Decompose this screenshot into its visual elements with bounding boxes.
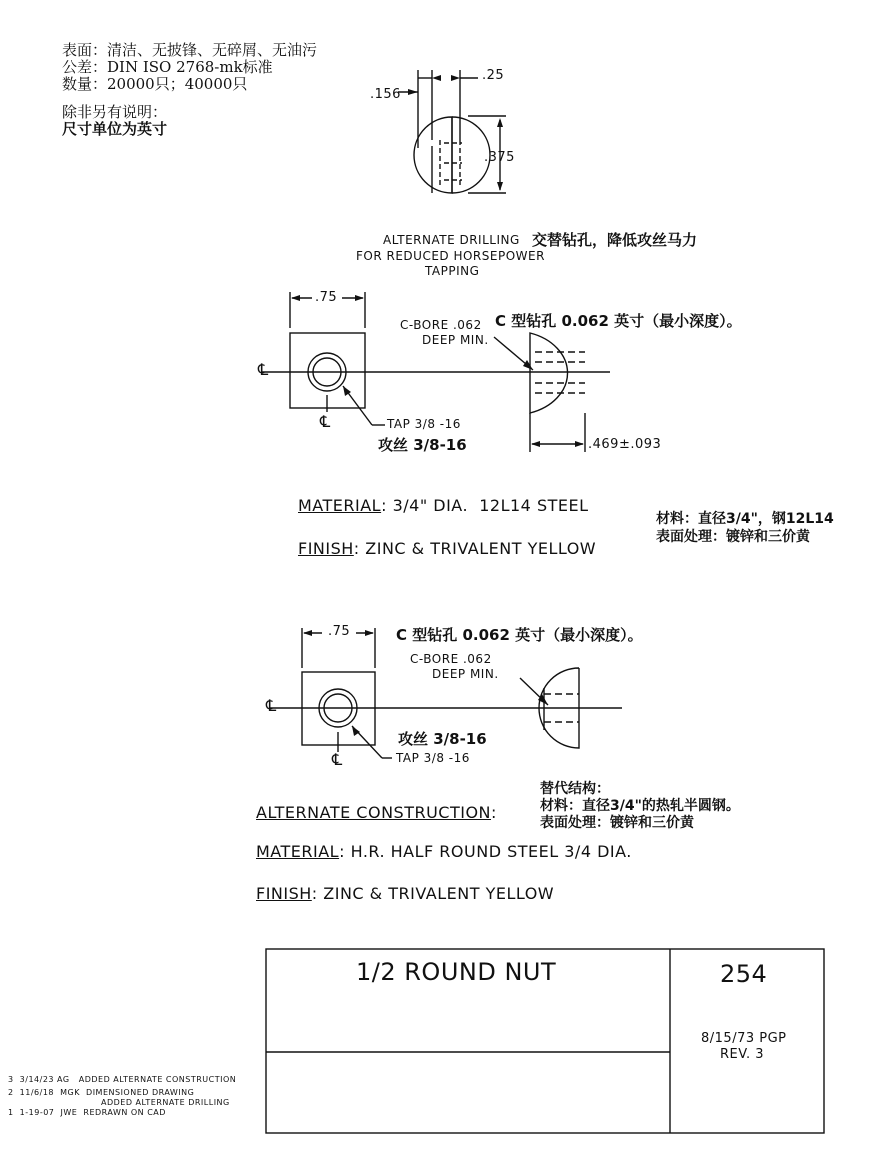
view1-dim-469: .469±.093: [588, 437, 662, 452]
view1-cbore-en-2: DEEP MIN.: [422, 333, 489, 347]
dim-156: .156: [370, 87, 401, 102]
revision-entry: 1 1-19-07 JWE REDRAWN ON CAD: [8, 1108, 166, 1117]
finish-label: FINISH: [298, 539, 354, 558]
view2-cbore-en-1: C-BORE .062: [410, 652, 492, 666]
material-cn: 材料：直径3/4"，钢12L14: [656, 511, 834, 527]
view1-tap-cn: 攻丝 3/8-16: [378, 436, 467, 454]
alt-finish-value: : ZINC & TRIVALENT YELLOW: [311, 884, 555, 903]
finish-line: [298, 539, 596, 558]
dim-25: .25: [482, 68, 505, 83]
alt-finish-label: FINISH: [256, 884, 312, 903]
revision-entry: ADDED ALTERNATE DRILLING: [101, 1098, 230, 1107]
view1-dim-75: .75: [315, 290, 338, 305]
view2-tap-cn: 攻丝 3/8-16: [398, 730, 487, 748]
view2-cbore-en-2: DEEP MIN.: [432, 667, 499, 681]
view1-cbore-en-1: C-BORE .062: [400, 318, 482, 332]
view2-cl-bottom: ℄: [332, 750, 343, 769]
alt-drilling-en-1: ALTERNATE DRILLING: [383, 233, 520, 247]
alt-finish-line: [256, 884, 554, 903]
view2-tap-en: TAP 3/8 -16: [396, 751, 470, 765]
title-block-number: 254: [720, 960, 768, 988]
finish-value: : ZINC & TRIVALENT YELLOW: [353, 539, 597, 558]
dim-375: .375: [484, 150, 515, 165]
title-block-rev: REV. 3: [720, 1047, 764, 1062]
note-tolerance: 公差：DIN ISO 2768-mk标准: [62, 58, 273, 76]
notes-block: [62, 42, 317, 138]
view1-cl-left: ℄: [258, 360, 269, 379]
alt-material-label: MATERIAL: [256, 842, 340, 861]
view1-tap-en: TAP 3/8 -16: [387, 417, 461, 431]
alt-drilling-en-2: FOR REDUCED HORSEPOWER: [356, 249, 545, 263]
alt-construction-line: [256, 803, 497, 822]
alt-cn-title: 替代结构：: [540, 781, 610, 797]
revision-history: [8, 1075, 236, 1118]
alt-drilling-en-3: TAPPING: [425, 264, 480, 278]
alt-material-line: [256, 842, 632, 861]
view2-cbore-cn: C 型钻孔 0.062 英寸（最小深度）。: [396, 626, 643, 644]
alt-cn-block: [540, 781, 740, 832]
note-unless: 除非另有说明：: [62, 103, 168, 121]
alt-cn-finish: 表面处理：镀锌和三价黄: [540, 815, 694, 831]
revision-entry: 2 11/6/18 MGK DIMENSIONED DRAWING: [8, 1088, 195, 1097]
alt-label: ALTERNATE CONSTRUCTION: [256, 803, 492, 822]
view1-cbore-cn: C 型钻孔 0.062 英寸（最小深度）。: [495, 312, 742, 330]
title-block-date: 8/15/73 PGP: [701, 1031, 787, 1046]
finish-cn: 表面处理：镀锌和三价黄: [656, 529, 810, 545]
alt-material-value: : H.R. HALF ROUND STEEL 3/4 DIA.: [339, 842, 632, 861]
alt-drilling-cn: 交替钻孔，降低攻丝马力: [532, 231, 698, 249]
view2-cl-left: ℄: [266, 696, 277, 715]
material-label: MATERIAL: [298, 496, 382, 515]
alt-cn-material: 材料：直径3/4"的热轧半圆钢。: [540, 798, 740, 814]
alt-colon: :: [491, 803, 497, 822]
material-line: [298, 496, 589, 515]
view1-cl-bottom: ℄: [320, 412, 331, 431]
top-view-part: [398, 70, 506, 193]
note-surface: 表面：清洁、无披锋、无碎屑、无油污: [62, 41, 318, 59]
material-value: : 3/4" DIA. 12L14 STEEL: [381, 496, 589, 515]
view2-dim-75: .75: [328, 624, 351, 639]
note-quantity: 数量：20000只；40000只: [62, 75, 248, 93]
title-block-title: 1/2 ROUND NUT: [356, 958, 557, 986]
revision-entry: 3 3/14/23 AG ADDED ALTERNATE CONSTRUCTION: [8, 1075, 237, 1084]
note-units: 尺寸单位为英寸: [62, 120, 168, 138]
